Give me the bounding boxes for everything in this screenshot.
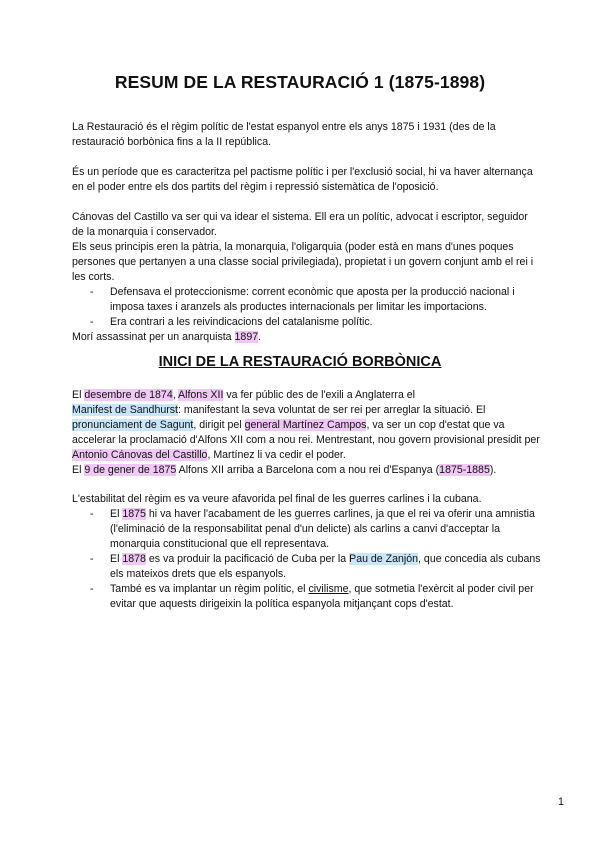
highlight-year: 1878 (122, 553, 146, 565)
underlined-term: civilisme (308, 583, 349, 595)
list-dash: - (90, 286, 94, 298)
text-line: pronunciament de Sagunt, dirigit pel general Martínez Campos, va ser un cop d'estat que va (72, 419, 505, 431)
estabilitat-paragraph (72, 492, 541, 612)
text-line: les corts. (72, 271, 115, 283)
text-line: monarquia constitucional que ell representava. (110, 538, 330, 550)
text-line: imposa taxes i aranzels als productes internacionals per limitar les importacions. (110, 301, 487, 313)
list-dash: - (90, 316, 94, 328)
text-line: restauració borbònica fins a la II república. (72, 136, 272, 148)
page-number: 1 (558, 796, 564, 808)
text-line: Cánovas del Castillo va ser qui va idear el sistema. Ell era un polític, advocat i escriptor, seguidor (72, 211, 528, 223)
text-line: La Restauració és el règim polític de l'estat espanyol entre els anys 1875 i 1931 (des de la (72, 121, 496, 133)
text-line: Els seus principis eren la pàtria, la monarquia, l'oligarquia (poder està en mans d'unes poques (72, 241, 514, 253)
text-line: El 1875 hi va haver l'acabament de les guerres carlines, ja que el rei va oferir una amnistia (110, 508, 535, 520)
text-line: El 9 de gener de 1875 Alfons XII arriba a Barcelona com a nou rei d'Espanya (1875-1885). (72, 464, 497, 476)
text-line: Manifest de Sandhurst: manifestant la seva voluntat de ser rei per arreglar la situació. El (72, 404, 486, 416)
inici-paragraph (72, 388, 540, 478)
text-line: (l'eliminació de la responsabilitat penal d'un delicte) als carlins a canvi d'acceptar la (110, 523, 501, 535)
text-line: en el poder entre els dos partits del règim i repressió sistemàtica de l'oposició. (72, 181, 439, 193)
text-line: L'estabilitat del règim es va veure afavorida pel final de les guerres carlines i la cubana. (72, 493, 482, 505)
highlight-name: Antonio Cánovas del Castillo (72, 449, 208, 461)
text-line: També es va implantar un règim polític, el civilisme, que sotmetia l'exèrcit al poder civil per (110, 583, 534, 595)
text-line: Defensava el proteccionisme: corrent econòmic que aposta per la producció nacional i (110, 286, 515, 298)
mori-line: Morí assassinat per un anarquista 1897. (72, 331, 262, 343)
highlight-year: 1875 (122, 508, 146, 520)
highlight-date: 9 de gener de 1875 (84, 464, 177, 476)
text-line: de la monarquia i conservador. (72, 226, 217, 238)
intro-paragraph-2 (72, 165, 532, 195)
list-item (90, 285, 532, 315)
text-line: accelerar la proclamació d'Alfons XII com a nou rei. Mentrestant, nou govern provisional presidit per (72, 434, 540, 446)
text-line: El 1878 es va produir la pacificació de Cuba per la Pau de Zanjón, que concedia als cubans (110, 553, 541, 565)
highlight-pau: Pau de Zanjón (349, 553, 419, 565)
list-dash: - (90, 553, 94, 565)
highlight-king: Alfons XII (178, 389, 224, 401)
list-item (90, 552, 541, 582)
text-line: els mateixos drets que els espanyols. (110, 568, 287, 580)
text-line: És un període que es caracteritza pel pactisme polític i per l'exclusió social, hi va haver alternança (72, 166, 533, 178)
highlight-manifest: Manifest de Sandhurst (72, 404, 178, 416)
highlight-general: general Martínez Campos (244, 419, 367, 431)
list-item (90, 507, 535, 552)
highlight-date: desembre de 1874 (84, 389, 173, 401)
highlight-year: 1897 (234, 331, 259, 343)
list-item (90, 315, 532, 330)
list-dash: - (90, 583, 94, 595)
text-line: Antonio Cánovas del Castillo, Martínez li va cedir el poder. (72, 449, 346, 461)
highlight-years: 1875-1885 (439, 464, 490, 476)
canovas-paragraph (72, 210, 532, 345)
text-line: Era contrari a les reivindicacions del catalanisme polític. (110, 316, 373, 328)
highlight-pronunciament: pronunciament de Sagunt (72, 419, 194, 431)
list-dash: - (90, 508, 94, 520)
text-line: El desembre de 1874, Alfons XII va fer públic des de l'exili a Anglaterra el (72, 389, 416, 401)
text-line: evitar que aquests dirigeixin la política espanyola mitjançant cops d'estat. (110, 598, 454, 610)
intro-paragraph-1 (72, 120, 532, 150)
section-heading: INICI DE LA RESTAURACIÓ BORBÒNICA (158, 354, 442, 370)
page-title: RESUM DE LA RESTAURACIÓ 1 (1875-1898) (114, 72, 486, 92)
list-item (90, 582, 532, 612)
text-line: persones que pertanyen a una classe social privilegiada), propietat i un govern conjunt amb el rei i (72, 256, 534, 268)
